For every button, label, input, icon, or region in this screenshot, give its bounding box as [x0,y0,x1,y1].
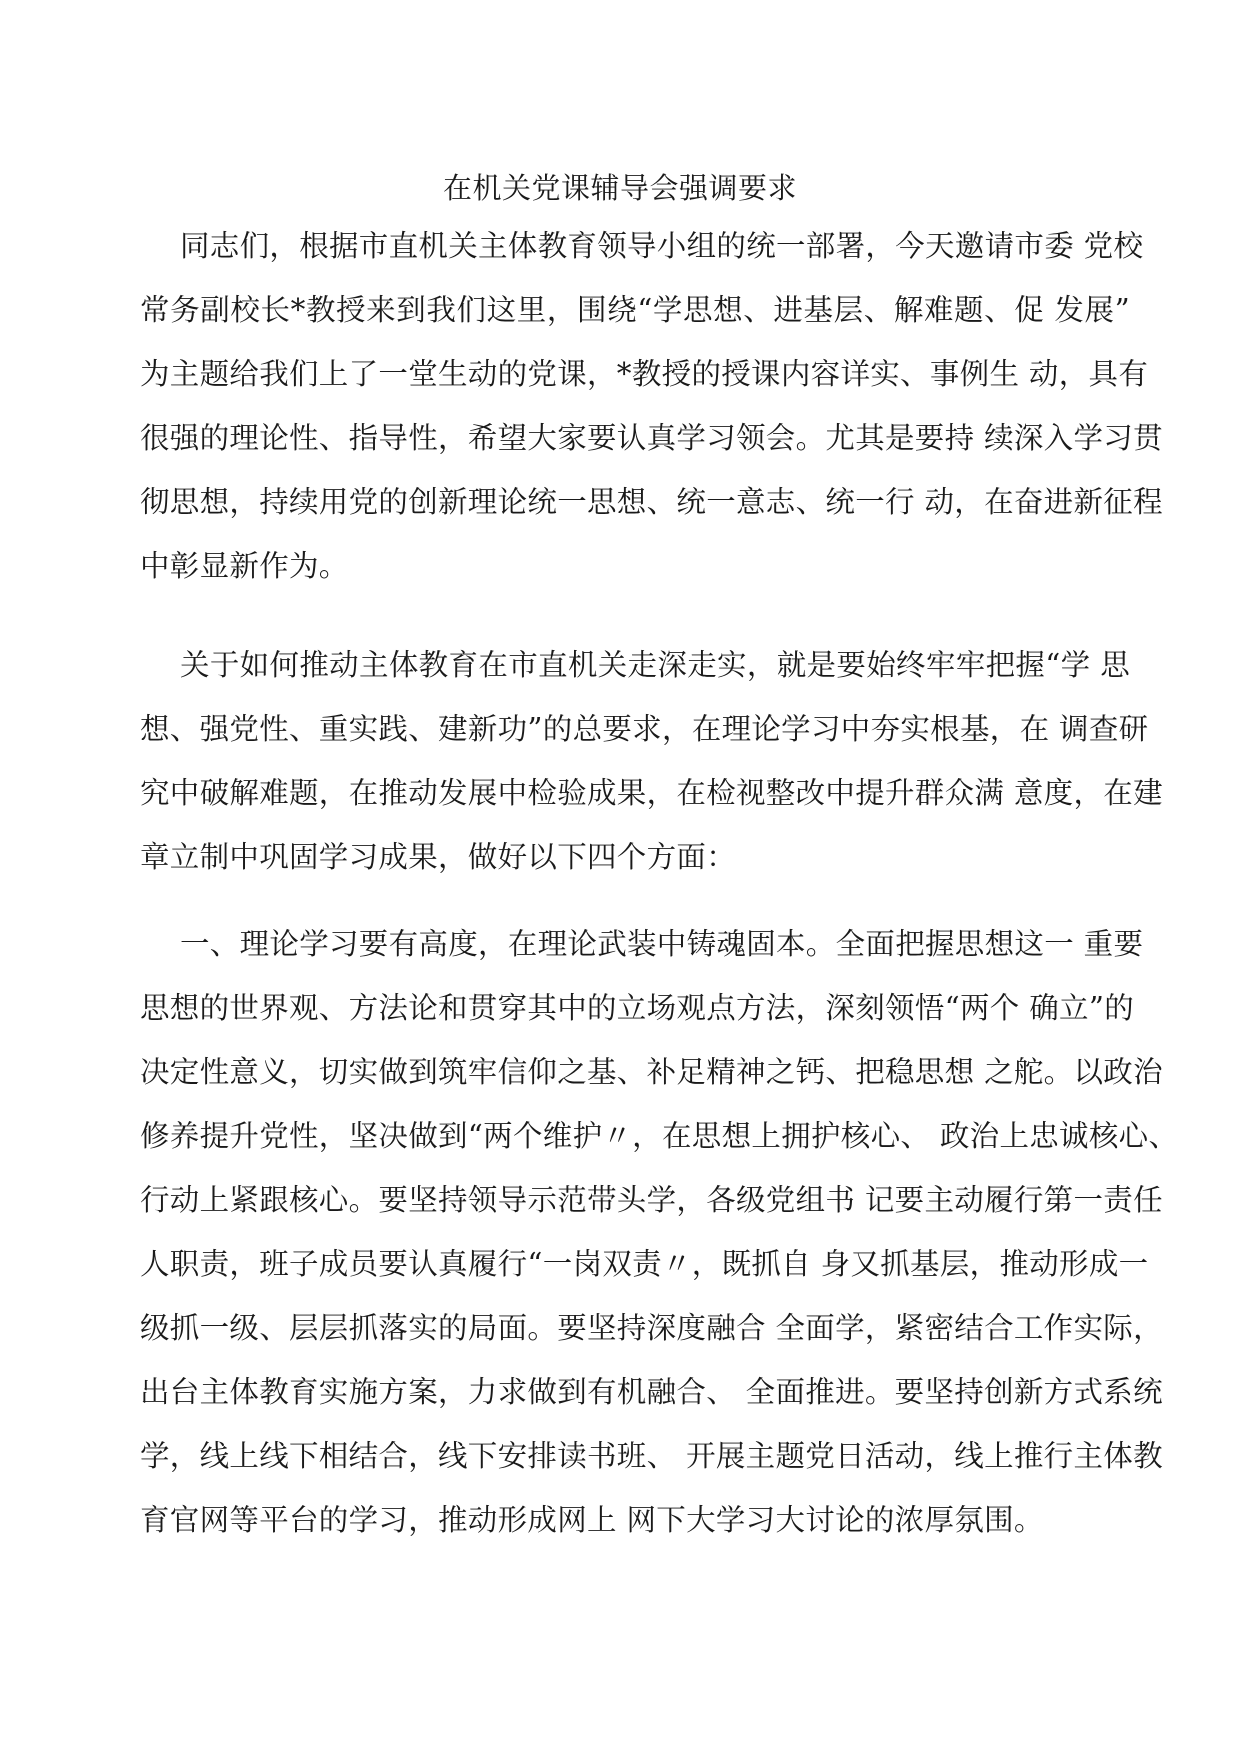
paragraph-3 [140,912,1179,1552]
paragraph-line: 同志们，根据市直机关主体教育领导小组的统一部署，今天邀请市委 党校 [180,229,1144,263]
paragraph-line: 行动上紧跟核心。要坚持领导示范带头学，各级党组书 记要主动履行第一责任 [140,1183,1163,1217]
paragraph-line: 究中破解难题，在推动发展中检验成果，在检视整改中提升群众满 意度，在建 [140,776,1163,810]
paragraph-line: 育官网等平台的学习，推动形成网上 网下大学习大讨论的浓厚氛围。 [140,1503,1044,1537]
paragraph-line: 常务副校长*教授来到我们这里，围绕“学思想、进基层、解难题、促 发展” [140,293,1130,327]
paragraph-line: 决定性意义，切实做到筑牢信仰之基、补足精神之钙、把稳思想 之舵。以政治 [140,1055,1163,1089]
paragraph-line: 修养提升党性，坚决做到“两个维护〃，在思想上拥护核心、 政治上忠诚核心、 [140,1119,1179,1153]
paragraph-line: 思想的世界观、方法论和贯穿其中的立场观点方法，深刻领悟“两个 确立”的 [140,991,1135,1025]
paragraph-line: 彻思想，持续用党的创新理论统一思想、统一意志、统一行 动，在奋进新征程 [140,485,1163,519]
paragraph-line: 中彰显新作为。 [140,549,349,583]
paragraph-line: 想、强党性、重实践、建新功”的总要求，在理论学习中夯实根基，在 调查研 [140,712,1149,746]
paragraph-2 [140,633,1163,889]
paragraph-line: 为主题给我们上了一堂生动的党课，*教授的授课内容详实、事例生 动，具有 [140,357,1149,391]
paragraph-line: 人职责，班子成员要认真履行“一岗双责〃，既抓自 身又抓基层，推动形成一 [140,1247,1149,1281]
paragraph-line: 一、理论学习要有高度，在理论武装中铸魂固本。全面把握思想这一 重要 [180,927,1144,961]
paragraph-line: 关于如何推动主体教育在市直机关走深走实，就是要始终牢牢把握“学 思 [180,648,1130,682]
paragraph-line: 章立制中巩固学习成果，做好以下四个方面： [140,840,737,874]
paragraph-1 [140,214,1163,598]
paragraph-line: 出台主体教育实施方案，力求做到有机融合、 全面推进。要坚持创新方式系统 [140,1375,1163,1409]
paragraph-line: 很强的理论性、指导性，希望大家要认真学习领会。尤其是要持 续深入学习贯 [140,421,1163,455]
paragraph-line: 学，线上线下相结合，线下安排读书班、 开展主题党日活动，线上推行主体教 [140,1439,1163,1473]
document-title: 在机关党课辅导会强调要求 [442,171,797,205]
paragraph-line: 级抓一级、层层抓落实的局面。要坚持深度融合 全面学，紧密结合工作实际， [140,1311,1163,1345]
